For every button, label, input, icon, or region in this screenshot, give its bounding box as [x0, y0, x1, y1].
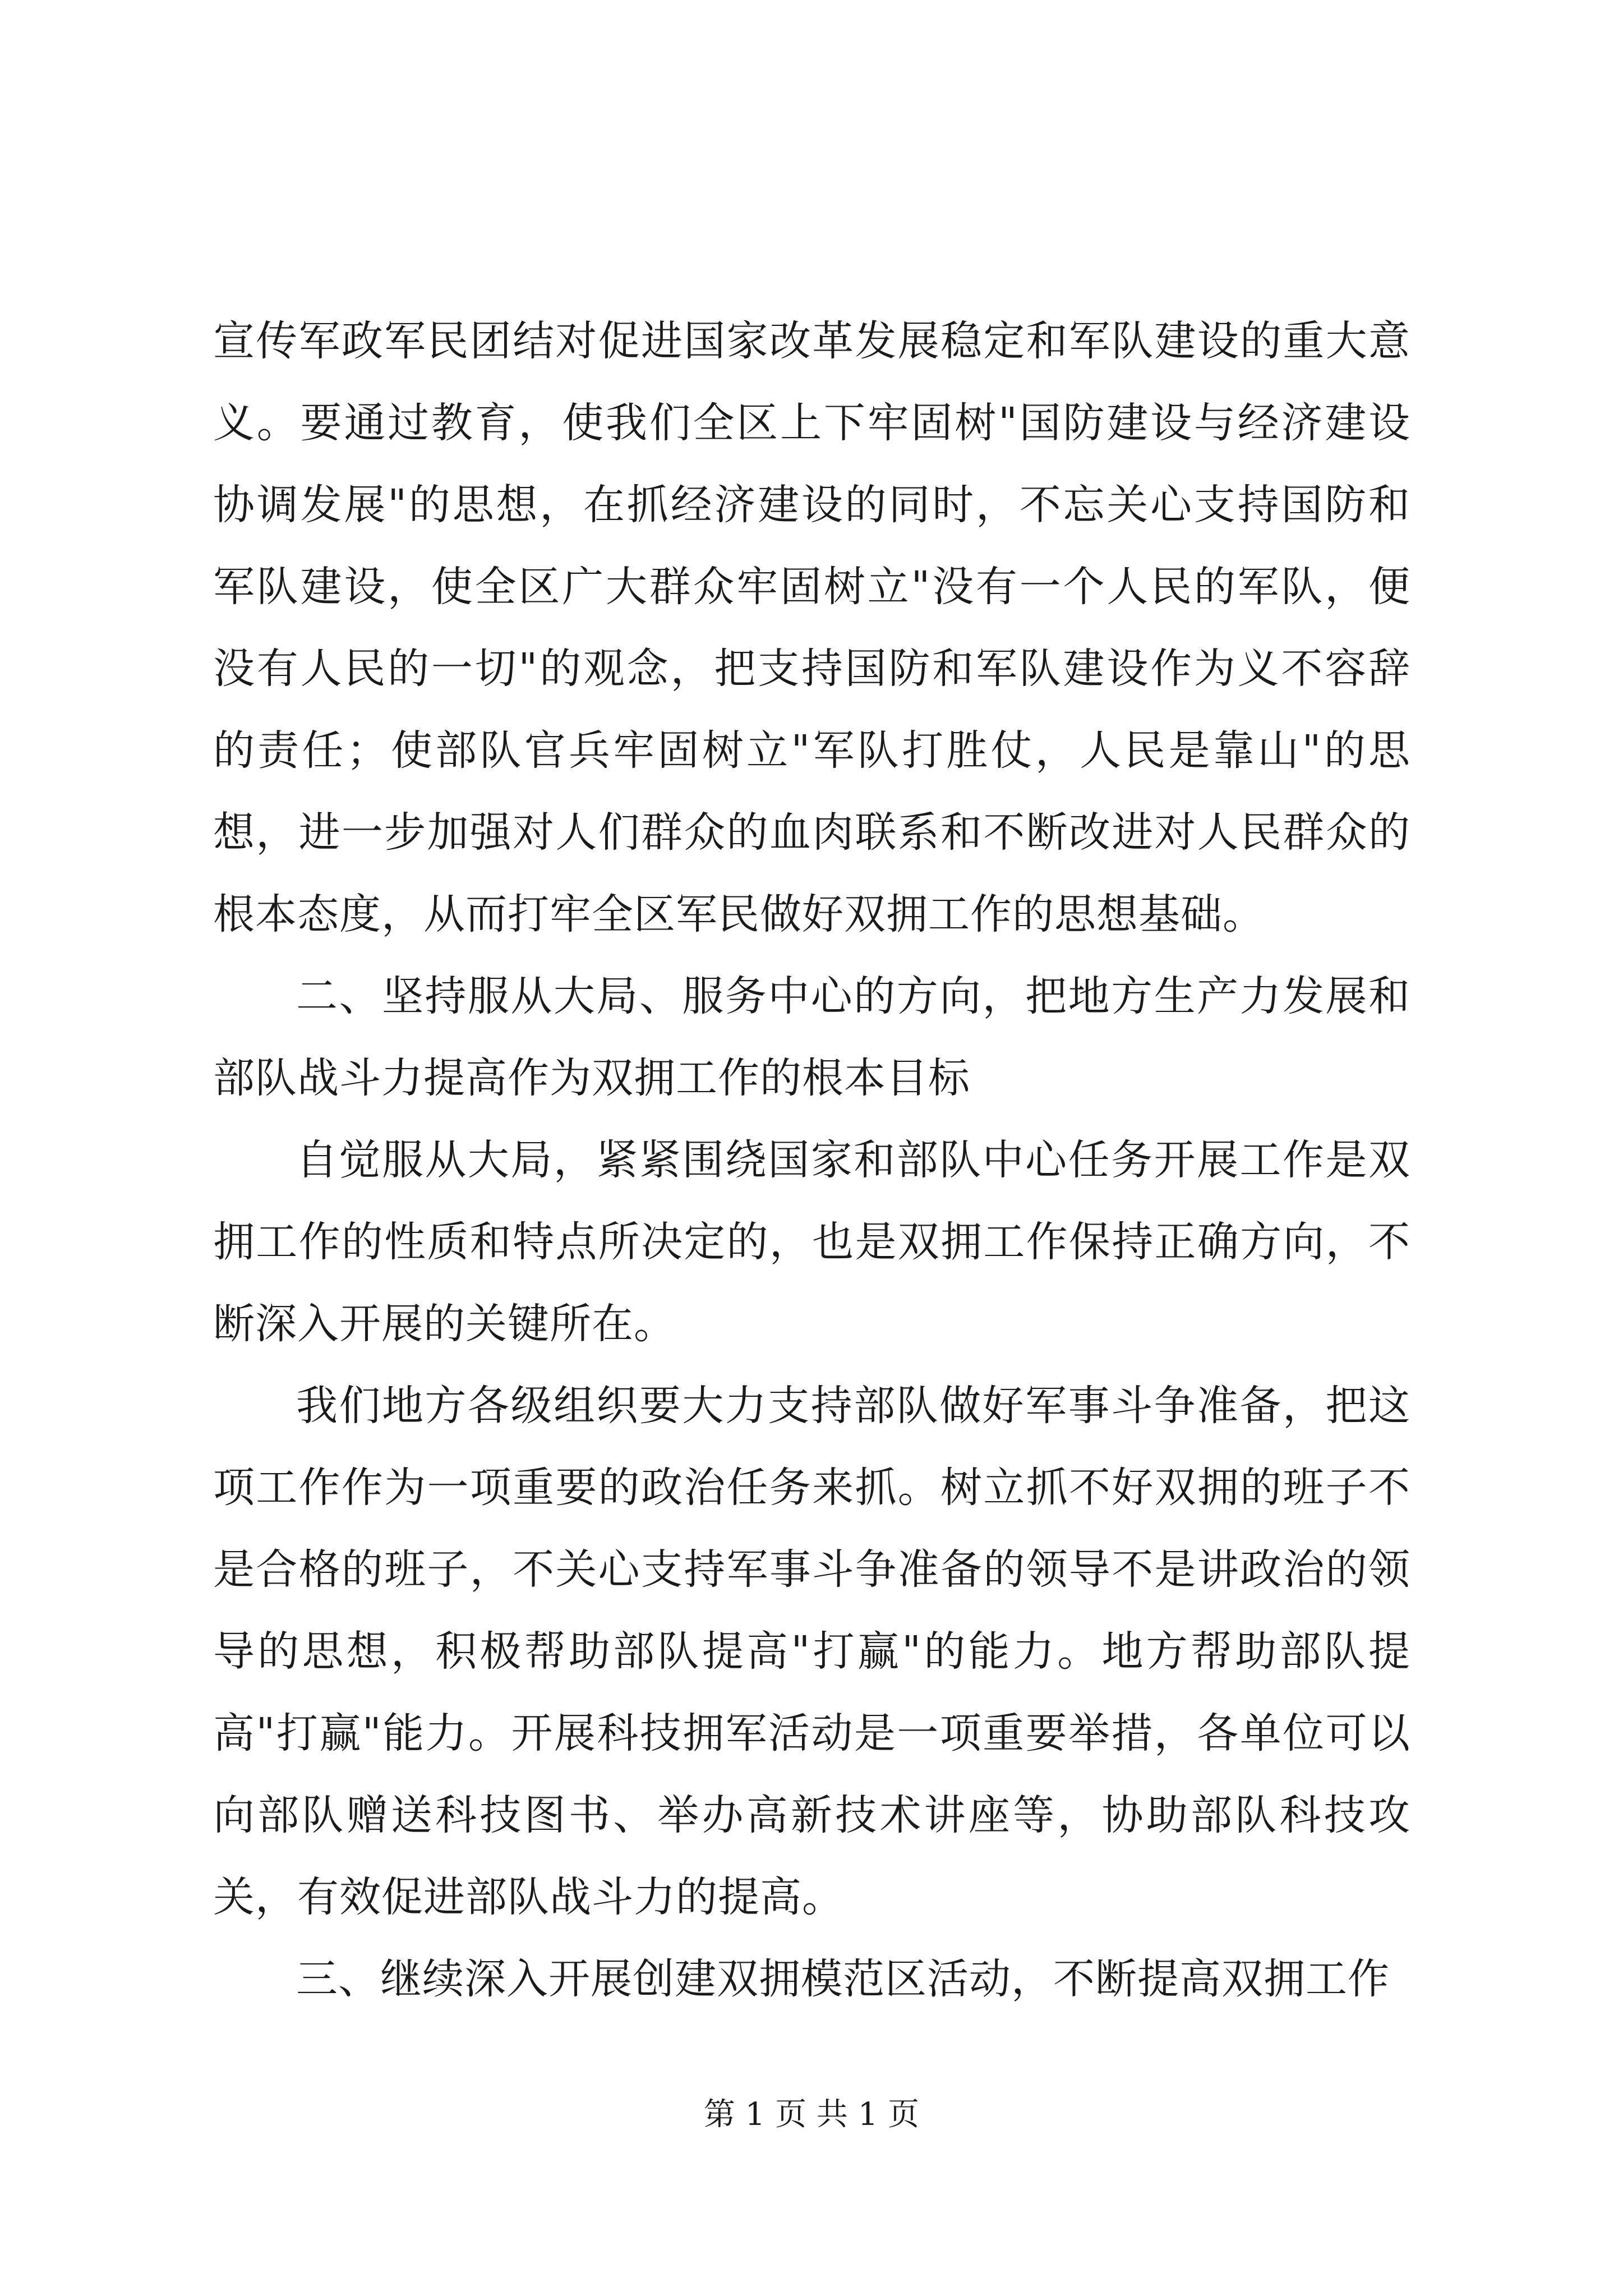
- body-paragraph-3: 自觉服从大局，紧紧围绕国家和部队中心任务开展工作是双拥工作的性质和特点所决定的，也是双拥工作保持正确方向，不断深入开展的关键所在。: [213, 1136, 1410, 1348]
- section-heading-3: 三、继续深入开展创建双拥模范区活动，不断提高双拥工作: [296, 1955, 1390, 2003]
- body-paragraph-4: 我们地方各级组织要大力支持部队做好军事斗争准备，把这项工作作为一项重要的政治任务来抓。树立抓不好双拥的班子不是合格的班子，不关心支持军事斗争准备的领导不是讲政治的领导的思想，积极帮助部队提高"打赢"的能力。地方帮助部队提高"打赢"能力。开展科技拥军活动是一项重要举措，各单位可以向部队赠送科技图书、举办高新技术讲座等，协助部队科技攻关，有效促进部队战斗力的提高。: [213, 1382, 1410, 1921]
- page-footer: 第 1 页 共 1 页: [703, 2096, 920, 2133]
- section-heading-2: 二、坚持服从大局、服务中心的方向，把地方生产力发展和部队战斗力提高作为双拥工作的根本目标: [213, 972, 1410, 1102]
- document-body: [213, 300, 1410, 2020]
- body-paragraph-1: 宣传军政军民团结对促进国家改革发展稳定和军队建设的重大意义。要通过教育，使我们全区上下牢固树"国防建设与经济建设协调发展"的思想，在抓经济建设的同时，不忘关心支持国防和军队建设，使全区广大群众牢固树立"没有一个人民的军队，便没有人民的一切"的观念，把支持国防和军队建设作为义不容辞的责任；使部队官兵牢固树立"军队打胜仗，人民是靠山"的思想，进一步加强对人们群众的血肉联系和不断改进对人民群众的根本态度，从而打牢全区军民做好双拥工作的思想基础。: [213, 317, 1410, 938]
